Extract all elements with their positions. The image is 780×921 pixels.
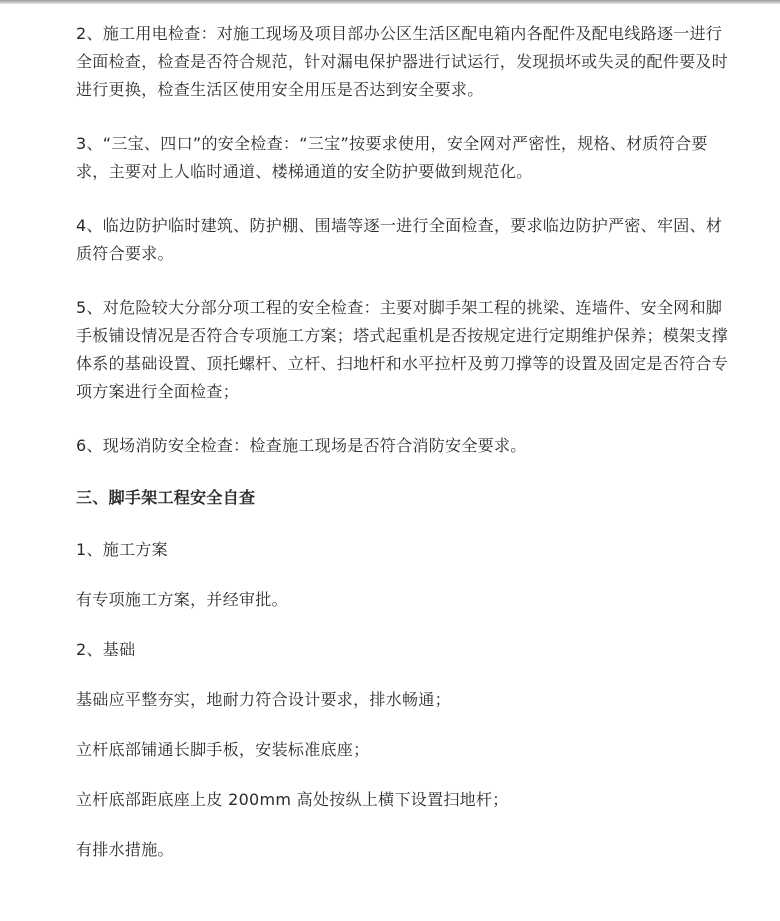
subheading-foundation: 2、基础 xyxy=(76,640,136,659)
paragraph-drainage: 有排水措施。 xyxy=(76,840,174,859)
paragraph-foundation-level: 基础应平整夯实，地耐力符合设计要求，排水畅通； xyxy=(76,690,451,709)
paragraph-dangerous-works: 5、对危险较大分部分项工程的安全检查：主要对脚手架工程的挑梁、连墙件、安全网和脚手板铺设情况是否符合专项施工方案；塔式起重机是否按规定进行定期维护保养；模架支撑体系的基础设置、顶托螺杆、立杆、扫地杆和水平拉杆及剪刀撑等的设置及固定是否符合专项方案进行全面检查； xyxy=(76,298,729,401)
paragraph-plan-approval: 有专项施工方案，并经审批。 xyxy=(76,590,288,609)
paragraph-pole-base: 立杆底部铺通长脚手板，安装标准底座； xyxy=(76,740,370,759)
section-heading-scaffolding: 三、脚手架工程安全自查 xyxy=(76,488,256,507)
paragraph-three-treasures: 3、“三宝、四口”的安全检查：“三宝”按要求使用，安全网对严密性，规格、材质符合要求，主要对上人临时通道、楼梯通道的安全防护要做到规范化。 xyxy=(76,134,708,181)
subheading-construction-plan: 1、施工方案 xyxy=(76,540,168,559)
top-rule xyxy=(0,0,780,4)
paragraph-sweep-rod: 立杆底部距底座上皮 200mm 高处按纵上横下设置扫地杆； xyxy=(76,790,509,809)
paragraph-power-inspection: 2、施工用电检查：对施工现场及项目部办公区生活区配电箱内各配件及配电线路逐一进行全面检查，检查是否符合规范，针对漏电保护器进行试运行，发现损坏或失灵的配件要及时进行更换，检查生活区使用安全用压是否达到安全要求。 xyxy=(76,24,729,99)
document-body xyxy=(76,20,736,864)
paragraph-fire-safety: 6、现场消防安全检查：检查施工现场是否符合消防安全要求。 xyxy=(76,436,527,455)
paragraph-edge-protection: 4、临边防护临时建筑、防护棚、围墙等逐一进行全面检查，要求临边防护严密、牢固、材质符合要求。 xyxy=(76,216,723,263)
